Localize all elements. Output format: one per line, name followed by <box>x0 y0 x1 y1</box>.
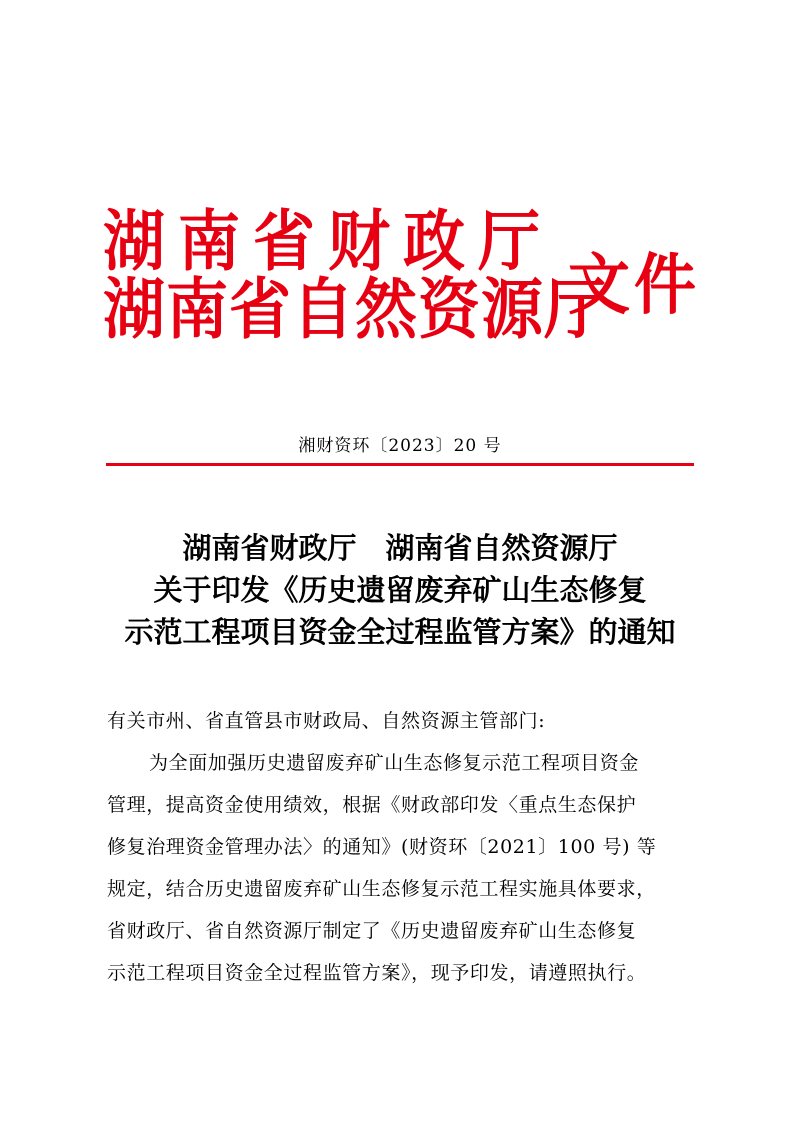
title-line-3: 示范工程项目资金全过程监管方案》的通知 <box>124 615 676 649</box>
red-separator-line <box>106 463 694 466</box>
letterhead-issuer-natural-resources: 湖南省自然资源厅 <box>103 270 608 349</box>
letterhead-issuers <box>103 202 608 349</box>
letterhead-document-suffix: 文件 <box>568 245 701 324</box>
body-line-3: 修复治理资金管理办法〉的通知》(财资环〔2021〕100 号) 等 <box>107 836 657 858</box>
title-line-1: 湖南省财政厅 湖南省自然资源厅 <box>182 531 618 565</box>
title-line-2: 关于印发《历史遗留废弃矿山生态修复 <box>153 573 647 607</box>
body-line-5: 省财政厅、省自然资源厅制定了《历史遗留废弃矿山生态修复 <box>107 920 637 942</box>
body-line-4: 规定，结合历史遗留废弃矿山生态修复示范工程实施具体要求， <box>107 878 656 900</box>
document-number: 湘财资环〔2023〕20 号 <box>298 436 502 456</box>
body-line-1: 为全面加强历史遗留废弃矿山生态修复示范工程项目资金 <box>149 752 640 774</box>
body-line-2: 管理，提高资金使用绩效，根据《财政部印发〈重点生态保护 <box>107 794 637 816</box>
letterhead-issuer-finance: 湖南省财政厅 <box>103 202 554 281</box>
document-body <box>107 700 697 994</box>
body-line-6: 示范工程项目资金全过程监管方案》，现予印发，请遵照执行。 <box>107 962 647 984</box>
document-title <box>0 527 800 653</box>
salutation: 有关市州、省直管县市财政局、自然资源主管部门: <box>107 710 546 732</box>
